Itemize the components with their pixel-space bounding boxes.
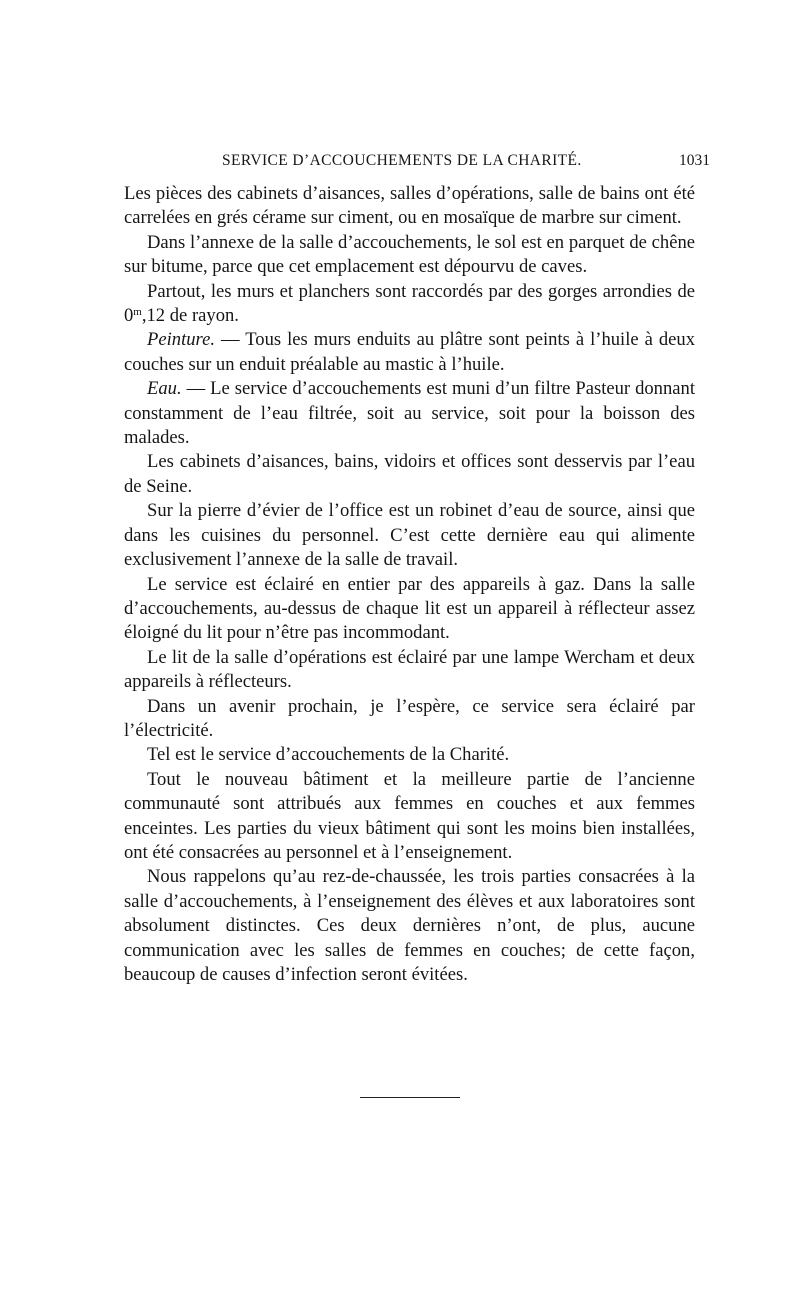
paragraph-text: Nous rappelons qu’au rez-de-chaussée, les trois parties consacrées à la salle d’accouchements, à l’enseignement des élèves et aux laboratoires sont absolument distinctes. Ces deux dernières n’ont, de plus, aucune communication avec les salles de femmes en couches; de cette façon, beaucoup de causes d’infection seront évitées. — [124, 866, 695, 985]
section-lead-peinture: Peinture. — [147, 329, 215, 351]
end-rule-divider — [360, 1097, 460, 1098]
paragraph-building-allocation — [124, 768, 695, 866]
paragraph-text: — Le service d’accouchements est muni d’un filtre Pasteur donnant constamment de l’eau filtrée, soit au service, soit pour la boisson des malades. — [124, 378, 695, 449]
paragraph-summary — [124, 743, 695, 767]
paragraph-text: Dans l’annexe de la salle d’accouchements, le sol est en parquet de chêne sur bitume, parce que cet emplacement est dépourvu de caves. — [124, 231, 695, 278]
paragraph-text: Dans un avenir prochain, je l’espère, ce service sera éclairé par l’électricité. — [124, 695, 695, 741]
running-head — [110, 152, 710, 176]
paragraph-text: — Tous les murs enduits au plâtre sont peints à l’huile à deux couches sur un enduit préalable au mastic à l’huile. — [124, 329, 695, 375]
paragraph-gas-lighting — [124, 573, 695, 646]
paragraph-painting — [124, 328, 695, 377]
paragraph-electricity — [124, 695, 695, 744]
paragraph-annex-floor — [124, 231, 695, 280]
paragraph-ground-floor — [124, 865, 695, 987]
paragraph-spring-water — [124, 499, 695, 572]
paragraph-water — [124, 377, 695, 450]
paragraph-text: Les cabinets d’aisances, bains, vidoirs et offices sont desservis par l’eau de Seine. — [124, 451, 695, 497]
paragraph-seine-water — [124, 450, 695, 499]
paragraph-text-before: Partout, les murs et planchers sont raccordés par des gorges arrondies de 0 — [124, 280, 695, 327]
superscript-unit: m — [133, 306, 142, 319]
paragraph-operating-lamp — [124, 646, 695, 695]
paragraph-text-after: ,12 de rayon. — [141, 305, 239, 327]
paragraph-tiling — [124, 182, 695, 231]
paragraph-wall-joints — [124, 280, 695, 329]
section-lead-eau: Eau. — [147, 378, 182, 400]
paragraph-text: Les pièces des cabinets d’aisances, salles d’opérations, salle de bains ont été carrelées en grés cérame sur ciment, ou en mosaïque de marbre sur ciment. — [124, 183, 695, 229]
body-text — [124, 182, 695, 987]
running-title: SERVICE D’ACCOUCHEMENTS DE LA CHARITÉ. — [222, 152, 582, 169]
paragraph-text: Le lit de la salle d’opérations est éclairé par une lampe Wercham et deux appareils à réflecteurs. — [124, 646, 695, 693]
paragraph-text: Sur la pierre d’évier de l’office est un robinet d’eau de source, ainsi que dans les cuisines du personnel. C’est cette dernière eau qui alimente exclusivement l’annexe de la salle de travail. — [124, 500, 695, 571]
paragraph-text: Tel est le service d’accouchements de la Charité. — [147, 744, 510, 766]
paragraph-text: Tout le nouveau bâtiment et la meilleure partie de l’ancienne communauté sont attribués aux femmes en couches et aux femmes enceintes. Les parties du vieux bâtiment qui sont les moins bien installées, ont été consacrées au personnel et à l’enseignement. — [124, 768, 695, 863]
paragraph-text: Le service est éclairé en entier par des appareils à gaz. Dans la salle d’accouchements, au-dessus de chaque lit est un appareil à réflecteur assez éloigné du lit pour n’être pas incommodant. — [124, 573, 695, 644]
page-number: 1031 — [679, 152, 710, 169]
